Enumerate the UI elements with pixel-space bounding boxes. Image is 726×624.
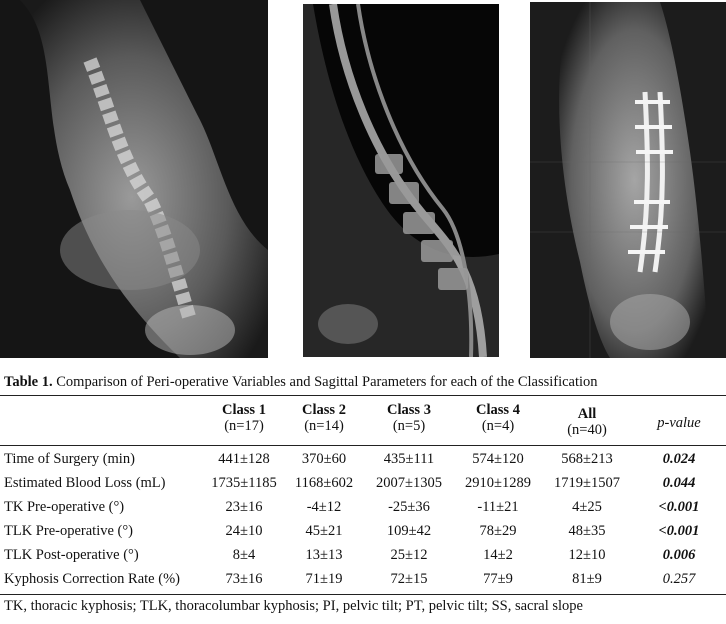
table-cell: 1735±1185 — [211, 474, 277, 491]
table-cell: 1168±602 — [294, 474, 354, 491]
table-cell: -4±12 — [306, 498, 342, 515]
column-headers-group — [204, 398, 632, 447]
pvalue-cell: 0.006 — [662, 546, 696, 563]
table-cell: 574±120 — [472, 450, 524, 467]
table-cell: -11±21 — [477, 498, 519, 515]
table-row — [0, 495, 726, 519]
row-label: TLK Post-operative (°) — [4, 546, 139, 563]
column-header-title: All — [577, 406, 597, 422]
postoperative-radiograph-image — [530, 2, 726, 358]
table-cell: 13±13 — [305, 546, 343, 563]
column-header-title: Class 4 — [476, 402, 520, 418]
table-cell: 23±16 — [225, 498, 263, 515]
column-header-count: (n=14) — [304, 418, 344, 434]
column-header-count: (n=5) — [392, 418, 426, 434]
table-footnote: TK, thoracic kyphosis; TLK, thoracolumbar kyphosis; PI, pelvic tilt; PT, pelvic tilt; SS, sacral slope — [4, 598, 583, 614]
column-header-title: Class 3 — [387, 402, 431, 418]
table-cell: 2910±1289 — [465, 474, 531, 491]
table-cell: 2007±1305 — [376, 474, 442, 491]
row-label: Estimated Blood Loss (mL) — [4, 474, 166, 491]
table-cell: -25±36 — [388, 498, 430, 515]
table-cell: 435±111 — [383, 450, 435, 467]
column-header-title: Class 2 — [302, 402, 346, 418]
column-header-title: Class 1 — [222, 402, 266, 418]
column-header-count: (n=4) — [481, 418, 515, 434]
column-header — [364, 398, 454, 438]
pvalue-header: p-value — [657, 414, 701, 431]
table-cell: 24±10 — [225, 522, 263, 539]
pvalue-cell: 0.257 — [662, 570, 696, 587]
table-caption — [4, 374, 598, 391]
lateral-radiograph-image — [0, 0, 268, 358]
table-cell: 81±9 — [572, 570, 602, 587]
table-cell: 45±21 — [305, 522, 343, 539]
column-header-count: (n=40) — [567, 422, 607, 438]
pvalue-cell: 0.024 — [662, 450, 696, 467]
table-cell: 109±42 — [386, 522, 432, 539]
table-cell: 73±16 — [225, 570, 263, 587]
comparison-table — [0, 398, 726, 591]
table-cell: 72±15 — [390, 570, 428, 587]
header-empty — [0, 398, 204, 447]
table-cell: 370±60 — [301, 450, 347, 467]
row-label: Kyphosis Correction Rate (%) — [4, 570, 180, 587]
column-header-count: (n=17) — [224, 418, 264, 434]
table-row — [0, 519, 726, 543]
pvalue-cell: <0.001 — [658, 522, 700, 539]
table-cell: 77±9 — [483, 570, 513, 587]
table-header-row — [0, 398, 726, 447]
column-header — [284, 398, 364, 438]
row-label: Time of Surgery (min) — [4, 450, 135, 467]
table-body — [0, 447, 726, 591]
table-cell: 4±25 — [572, 498, 602, 515]
table-cell: 14±2 — [483, 546, 513, 563]
table-cell: 8±4 — [232, 546, 256, 563]
column-header — [204, 398, 284, 438]
table-cell: 441±128 — [218, 450, 270, 467]
table-top-rule — [0, 395, 726, 396]
row-label: TK Pre-operative (°) — [4, 498, 125, 515]
table-bottom-rule — [0, 594, 726, 595]
table-cell: 568±213 — [561, 450, 613, 467]
table-cell: 1719±1507 — [554, 474, 620, 491]
table-row — [0, 471, 726, 495]
table-row — [0, 543, 726, 567]
table-cell: 78±29 — [479, 522, 517, 539]
sagittal-mri-image — [303, 4, 499, 357]
table-cell: 48±35 — [568, 522, 606, 539]
table-caption-text: Comparison of Peri-operative Variables and Sagittal Parameters for each of the Classification — [52, 374, 598, 390]
table-cell: 25±12 — [390, 546, 428, 563]
table-cell: 71±19 — [305, 570, 343, 587]
table-caption-label: Table 1. — [4, 374, 53, 390]
table-row — [0, 567, 726, 591]
pvalue-cell: 0.044 — [662, 474, 696, 491]
table-row — [0, 447, 726, 471]
column-header — [454, 398, 542, 438]
table-cell: 12±10 — [568, 546, 606, 563]
pvalue-cell: <0.001 — [658, 498, 700, 515]
column-header — [542, 398, 632, 438]
row-label: TLK Pre-operative (°) — [4, 522, 133, 539]
